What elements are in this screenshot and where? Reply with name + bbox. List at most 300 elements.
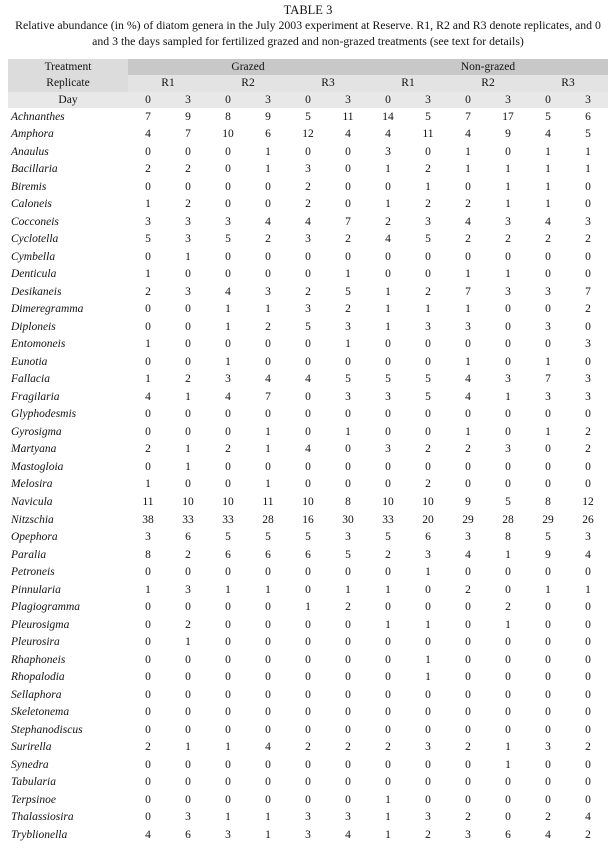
abundance-cell: 1 xyxy=(545,425,551,438)
abundance-cell: 0 xyxy=(345,355,351,368)
abundance-cell: 1 xyxy=(505,618,511,631)
table-row xyxy=(8,213,608,231)
abundance-cell: 0 xyxy=(465,636,471,649)
abundance-cell: 0 xyxy=(425,706,431,719)
abundance-cell: 33 xyxy=(182,513,194,526)
genus-name: Opephora xyxy=(11,531,58,544)
day-header-cell: 3 xyxy=(168,92,208,108)
abundance-cell: 3 xyxy=(585,390,591,403)
abundance-cell: 0 xyxy=(305,688,311,701)
abundance-cell: 0 xyxy=(465,776,471,789)
abundance-cell: 11 xyxy=(142,495,154,508)
abundance-cell: 30 xyxy=(342,513,354,526)
abundance-cell: 0 xyxy=(305,338,311,351)
abundance-cell: 5 xyxy=(225,531,231,544)
abundance-cell: 0 xyxy=(265,408,271,421)
abundance-cell: 2 xyxy=(185,198,191,211)
abundance-cell: 3 xyxy=(225,215,231,228)
genus-name: Caloneis xyxy=(11,198,52,211)
table-row xyxy=(8,651,608,669)
abundance-cell: 3 xyxy=(185,811,191,824)
table-row xyxy=(8,756,608,774)
abundance-cell: 3 xyxy=(425,548,431,561)
genus-name: Bacillaria xyxy=(11,163,58,176)
abundance-cell: 2 xyxy=(425,285,431,298)
day-header-cell: 3 xyxy=(248,92,288,108)
abundance-cell: 0 xyxy=(505,793,511,806)
abundance-cell: 2 xyxy=(585,443,591,456)
abundance-cell: 0 xyxy=(185,320,191,333)
abundance-cell: 1 xyxy=(545,180,551,193)
abundance-cell: 4 xyxy=(305,443,311,456)
abundance-cell: 0 xyxy=(425,268,431,281)
abundance-cell: 0 xyxy=(385,776,391,789)
abundance-cell: 3 xyxy=(505,443,511,456)
abundance-cell: 4 xyxy=(465,548,471,561)
abundance-cell: 0 xyxy=(545,478,551,491)
abundance-cell: 0 xyxy=(305,706,311,719)
abundance-cell: 0 xyxy=(345,478,351,491)
abundance-cell: 1 xyxy=(305,601,311,614)
genus-name: Diploneis xyxy=(11,320,56,333)
abundance-cell: 1 xyxy=(265,145,271,158)
genus-name: Paralia xyxy=(11,548,47,561)
abundance-cell: 0 xyxy=(465,758,471,771)
day-header-cell: 3 xyxy=(328,92,368,108)
abundance-cell: 0 xyxy=(505,811,511,824)
abundance-cell: 0 xyxy=(225,338,231,351)
abundance-cell: 0 xyxy=(305,566,311,579)
abundance-cell: 0 xyxy=(225,688,231,701)
abundance-cell: 0 xyxy=(345,758,351,771)
abundance-cell: 2 xyxy=(305,741,311,754)
abundance-cell: 3 xyxy=(185,215,191,228)
abundance-cell: 0 xyxy=(265,653,271,666)
abundance-cell: 7 xyxy=(545,373,551,386)
abundance-cell: 0 xyxy=(145,425,151,438)
abundance-cell: 2 xyxy=(185,373,191,386)
day-header-cell: 0 xyxy=(528,92,568,108)
abundance-cell: 10 xyxy=(222,128,234,141)
abundance-cell: 2 xyxy=(465,198,471,211)
replicate-header-cell: R2 xyxy=(208,75,288,91)
abundance-cell: 2 xyxy=(585,303,591,316)
abundance-cell: 2 xyxy=(225,443,231,456)
abundance-cell: 3 xyxy=(585,373,591,386)
abundance-cell: 1 xyxy=(385,828,391,841)
abundance-cell: 0 xyxy=(145,671,151,684)
abundance-cell: 4 xyxy=(385,128,391,141)
abundance-cell: 0 xyxy=(385,425,391,438)
genus-name: Nitzschia xyxy=(11,513,54,526)
abundance-cell: 4 xyxy=(265,741,271,754)
abundance-cell: 4 xyxy=(145,390,151,403)
day-header-cell: 3 xyxy=(408,92,448,108)
genus-name: Martyana xyxy=(11,443,57,456)
abundance-cell: 1 xyxy=(385,618,391,631)
abundance-cell: 0 xyxy=(505,653,511,666)
abundance-cell: 1 xyxy=(185,741,191,754)
table-row xyxy=(8,773,608,791)
abundance-cell: 0 xyxy=(185,425,191,438)
abundance-cell: 0 xyxy=(185,723,191,736)
abundance-cell: 5 xyxy=(385,531,391,544)
abundance-cell: 0 xyxy=(505,636,511,649)
abundance-cell: 0 xyxy=(145,355,151,368)
abundance-cell: 0 xyxy=(385,338,391,351)
genus-name: Pleurosira xyxy=(11,636,60,649)
table-row xyxy=(8,125,608,143)
abundance-cell: 3 xyxy=(345,320,351,333)
abundance-cell: 2 xyxy=(345,741,351,754)
abundance-cell: 0 xyxy=(585,460,591,473)
abundance-cell: 1 xyxy=(465,145,471,158)
abundance-cell: 0 xyxy=(585,723,591,736)
abundance-cell: 0 xyxy=(265,601,271,614)
abundance-cell: 4 xyxy=(345,128,351,141)
table-row xyxy=(8,406,608,424)
abundance-cell: 0 xyxy=(465,460,471,473)
abundance-cell: 0 xyxy=(465,706,471,719)
abundance-cell: 4 xyxy=(465,373,471,386)
abundance-cell: 0 xyxy=(545,706,551,719)
genus-name: Gyrosigma xyxy=(11,425,62,438)
abundance-cell: 9 xyxy=(465,495,471,508)
abundance-cell: 0 xyxy=(265,636,271,649)
abundance-cell: 1 xyxy=(345,338,351,351)
abundance-cell: 0 xyxy=(265,793,271,806)
abundance-cell: 0 xyxy=(345,566,351,579)
abundance-cell: 0 xyxy=(225,460,231,473)
abundance-cell: 0 xyxy=(145,811,151,824)
table-row xyxy=(8,493,608,511)
abundance-cell: 2 xyxy=(425,443,431,456)
genus-name: Tabularia xyxy=(11,776,56,789)
abundance-cell: 0 xyxy=(225,671,231,684)
genus-name: Fallacia xyxy=(11,373,50,386)
abundance-cell: 5 xyxy=(505,495,511,508)
abundance-cell: 0 xyxy=(385,566,391,579)
abundance-cell: 0 xyxy=(385,268,391,281)
abundance-cell: 0 xyxy=(305,145,311,158)
abundance-cell: 2 xyxy=(465,811,471,824)
table-row xyxy=(8,178,608,196)
abundance-cell: 0 xyxy=(345,198,351,211)
table-row xyxy=(8,336,608,354)
abundance-cell: 0 xyxy=(185,688,191,701)
abundance-cell: 3 xyxy=(465,531,471,544)
abundance-cell: 0 xyxy=(585,618,591,631)
abundance-cell: 0 xyxy=(225,776,231,789)
genus-name: Dimeregramma xyxy=(11,303,84,316)
abundance-cell: 2 xyxy=(385,215,391,228)
abundance-cell: 0 xyxy=(505,425,511,438)
abundance-cell: 0 xyxy=(585,706,591,719)
abundance-cell: 1 xyxy=(385,285,391,298)
abundance-cell: 0 xyxy=(545,566,551,579)
abundance-cell: 1 xyxy=(505,163,511,176)
abundance-cell: 0 xyxy=(305,636,311,649)
abundance-cell: 1 xyxy=(465,163,471,176)
abundance-cell: 0 xyxy=(545,723,551,736)
abundance-cell: 0 xyxy=(425,636,431,649)
abundance-cell: 0 xyxy=(505,706,511,719)
abundance-cell: 0 xyxy=(145,758,151,771)
abundance-cell: 0 xyxy=(145,601,151,614)
abundance-cell: 1 xyxy=(425,303,431,316)
abundance-cell: 0 xyxy=(225,566,231,579)
abundance-cell: 0 xyxy=(305,425,311,438)
abundance-cell: 0 xyxy=(305,478,311,491)
abundance-cell: 1 xyxy=(465,425,471,438)
abundance-cell: 3 xyxy=(305,233,311,246)
abundance-cell: 0 xyxy=(345,706,351,719)
abundance-cell: 2 xyxy=(425,198,431,211)
abundance-cell: 29 xyxy=(462,513,474,526)
abundance-cell: 0 xyxy=(225,250,231,263)
table-row xyxy=(8,738,608,756)
day-header-cell: 3 xyxy=(488,92,528,108)
abundance-cell: 0 xyxy=(425,250,431,263)
abundance-cell: 0 xyxy=(145,145,151,158)
abundance-cell: 1 xyxy=(465,303,471,316)
abundance-cell: 0 xyxy=(545,250,551,263)
abundance-cell: 0 xyxy=(585,478,591,491)
table-row xyxy=(8,546,608,564)
abundance-cell: 0 xyxy=(585,793,591,806)
abundance-cell: 0 xyxy=(585,566,591,579)
abundance-cell: 3 xyxy=(185,233,191,246)
abundance-cell: 0 xyxy=(345,180,351,193)
abundance-cell: 1 xyxy=(425,180,431,193)
abundance-cell: 3 xyxy=(545,320,551,333)
table-row xyxy=(8,809,608,827)
abundance-cell: 0 xyxy=(185,145,191,158)
abundance-cell: 0 xyxy=(505,566,511,579)
abundance-cell: 0 xyxy=(425,723,431,736)
genus-name: Amphora xyxy=(11,128,54,141)
abundance-cell: 1 xyxy=(225,741,231,754)
table-row xyxy=(8,301,608,319)
abundance-cell: 0 xyxy=(265,198,271,211)
abundance-cell: 3 xyxy=(345,390,351,403)
day-header-cell: 0 xyxy=(208,92,248,108)
abundance-cell: 5 xyxy=(585,128,591,141)
abundance-cell: 0 xyxy=(385,636,391,649)
abundance-cell: 0 xyxy=(465,180,471,193)
genus-name: Mastogloia xyxy=(11,460,64,473)
abundance-cell: 0 xyxy=(585,198,591,211)
table-row xyxy=(8,703,608,721)
abundance-cell: 2 xyxy=(385,548,391,561)
table-row xyxy=(8,598,608,616)
abundance-cell: 4 xyxy=(385,233,391,246)
genus-name: Glyphodesmis xyxy=(11,408,77,421)
abundance-cell: 1 xyxy=(145,373,151,386)
abundance-cell: 0 xyxy=(465,723,471,736)
abundance-cell: 1 xyxy=(505,548,511,561)
abundance-cell: 0 xyxy=(545,460,551,473)
abundance-cell: 0 xyxy=(505,408,511,421)
table-row xyxy=(8,826,608,844)
abundance-cell: 2 xyxy=(145,163,151,176)
table-row xyxy=(8,353,608,371)
abundance-cell: 3 xyxy=(425,215,431,228)
abundance-cell: 1 xyxy=(505,390,511,403)
abundance-cell: 0 xyxy=(145,250,151,263)
abundance-cell: 1 xyxy=(425,566,431,579)
abundance-cell: 0 xyxy=(225,163,231,176)
abundance-cell: 6 xyxy=(265,548,271,561)
abundance-cell: 2 xyxy=(185,548,191,561)
abundance-cell: 0 xyxy=(505,688,511,701)
abundance-cell: 0 xyxy=(225,268,231,281)
table-row xyxy=(8,581,608,599)
abundance-cell: 1 xyxy=(505,268,511,281)
abundance-cell: 9 xyxy=(265,110,271,123)
abundance-cell: 5 xyxy=(545,531,551,544)
abundance-cell: 2 xyxy=(505,233,511,246)
abundance-cell: 0 xyxy=(305,390,311,403)
abundance-cell: 0 xyxy=(545,303,551,316)
genus-name: Rhaphoneis xyxy=(11,653,66,666)
abundance-cell: 1 xyxy=(345,583,351,596)
abundance-cell: 3 xyxy=(505,373,511,386)
abundance-cell: 26 xyxy=(582,513,594,526)
abundance-cell: 0 xyxy=(585,601,591,614)
table-row xyxy=(8,423,608,441)
abundance-cell: 0 xyxy=(465,338,471,351)
abundance-cell: 1 xyxy=(385,163,391,176)
abundance-cell: 0 xyxy=(425,425,431,438)
abundance-cell: 0 xyxy=(425,338,431,351)
genus-name: Skeletonema xyxy=(11,706,70,719)
abundance-cell: 3 xyxy=(505,285,511,298)
abundance-cell: 6 xyxy=(185,828,191,841)
abundance-cell: 6 xyxy=(585,110,591,123)
abundance-cell: 1 xyxy=(145,338,151,351)
abundance-cell: 0 xyxy=(385,408,391,421)
abundance-cell: 0 xyxy=(385,653,391,666)
abundance-cell: 0 xyxy=(145,408,151,421)
abundance-cell: 3 xyxy=(465,320,471,333)
abundance-cell: 0 xyxy=(265,671,271,684)
genus-name: Rhopalodia xyxy=(11,671,65,684)
table-row xyxy=(8,791,608,809)
abundance-cell: 0 xyxy=(465,566,471,579)
abundance-cell: 0 xyxy=(545,758,551,771)
table-row xyxy=(8,668,608,686)
abundance-cell: 0 xyxy=(505,583,511,596)
abundance-cell: 3 xyxy=(225,373,231,386)
replicate-header-cell: R2 xyxy=(448,75,528,91)
abundance-cell: 0 xyxy=(145,320,151,333)
abundance-cell: 0 xyxy=(225,180,231,193)
abundance-cell: 4 xyxy=(585,548,591,561)
abundance-cell: 0 xyxy=(185,566,191,579)
abundance-cell: 0 xyxy=(225,198,231,211)
table-row xyxy=(8,633,608,651)
genus-name: Desikaneis xyxy=(11,285,62,298)
abundance-cell: 0 xyxy=(505,145,511,158)
abundance-cell: 5 xyxy=(305,320,311,333)
abundance-cell: 2 xyxy=(545,811,551,824)
abundance-cell: 0 xyxy=(305,671,311,684)
abundance-cell: 0 xyxy=(545,688,551,701)
abundance-cell: 0 xyxy=(425,408,431,421)
abundance-cell: 0 xyxy=(185,776,191,789)
table-row xyxy=(8,318,608,336)
abundance-cell: 0 xyxy=(385,758,391,771)
abundance-cell: 1 xyxy=(345,268,351,281)
abundance-cell: 1 xyxy=(265,303,271,316)
day-header: Day xyxy=(8,92,128,108)
abundance-cell: 0 xyxy=(305,460,311,473)
abundance-cell: 0 xyxy=(305,793,311,806)
abundance-cell: 0 xyxy=(225,758,231,771)
abundance-cell: 0 xyxy=(465,688,471,701)
genus-name: Thalassiosira xyxy=(11,811,74,824)
genus-name: Fragilaria xyxy=(11,390,60,403)
abundance-cell: 0 xyxy=(505,460,511,473)
abundance-cell: 0 xyxy=(145,653,151,666)
abundance-cell: 6 xyxy=(425,531,431,544)
day-header-cell: 0 xyxy=(448,92,488,108)
abundance-cell: 4 xyxy=(465,128,471,141)
abundance-cell: 2 xyxy=(585,741,591,754)
abundance-cell: 5 xyxy=(345,548,351,561)
abundance-cell: 38 xyxy=(142,513,154,526)
abundance-cell: 0 xyxy=(145,566,151,579)
abundance-cell: 4 xyxy=(305,373,311,386)
abundance-cell: 3 xyxy=(585,531,591,544)
abundance-cell: 2 xyxy=(465,741,471,754)
replicate-header-cell: R1 xyxy=(368,75,448,91)
abundance-cell: 0 xyxy=(185,706,191,719)
abundance-cell: 0 xyxy=(505,671,511,684)
abundance-cell: 3 xyxy=(545,285,551,298)
abundance-cell: 3 xyxy=(305,828,311,841)
abundance-cell: 0 xyxy=(465,478,471,491)
abundance-cell: 0 xyxy=(385,250,391,263)
abundance-cell: 0 xyxy=(185,268,191,281)
abundance-cell: 3 xyxy=(185,285,191,298)
table-row xyxy=(8,195,608,213)
table-row xyxy=(8,160,608,178)
abundance-cell: 1 xyxy=(545,198,551,211)
abundance-cell: 1 xyxy=(545,355,551,368)
abundance-cell: 33 xyxy=(222,513,234,526)
group-header-grazed: Grazed xyxy=(128,59,368,75)
abundance-cell: 0 xyxy=(505,478,511,491)
abundance-cell: 1 xyxy=(465,268,471,281)
abundance-cell: 0 xyxy=(185,671,191,684)
abundance-cell: 0 xyxy=(225,793,231,806)
abundance-cell: 0 xyxy=(345,793,351,806)
abundance-cell: 0 xyxy=(585,355,591,368)
abundance-cell: 9 xyxy=(505,128,511,141)
abundance-cell: 0 xyxy=(345,163,351,176)
abundance-cell: 2 xyxy=(185,618,191,631)
abundance-cell: 0 xyxy=(345,460,351,473)
abundance-cell: 1 xyxy=(185,390,191,403)
abundance-cell: 0 xyxy=(265,566,271,579)
abundance-cell: 8 xyxy=(145,548,151,561)
abundance-cell: 2 xyxy=(585,233,591,246)
abundance-cell: 5 xyxy=(425,110,431,123)
abundance-cell: 0 xyxy=(265,355,271,368)
abundance-cell: 0 xyxy=(505,250,511,263)
